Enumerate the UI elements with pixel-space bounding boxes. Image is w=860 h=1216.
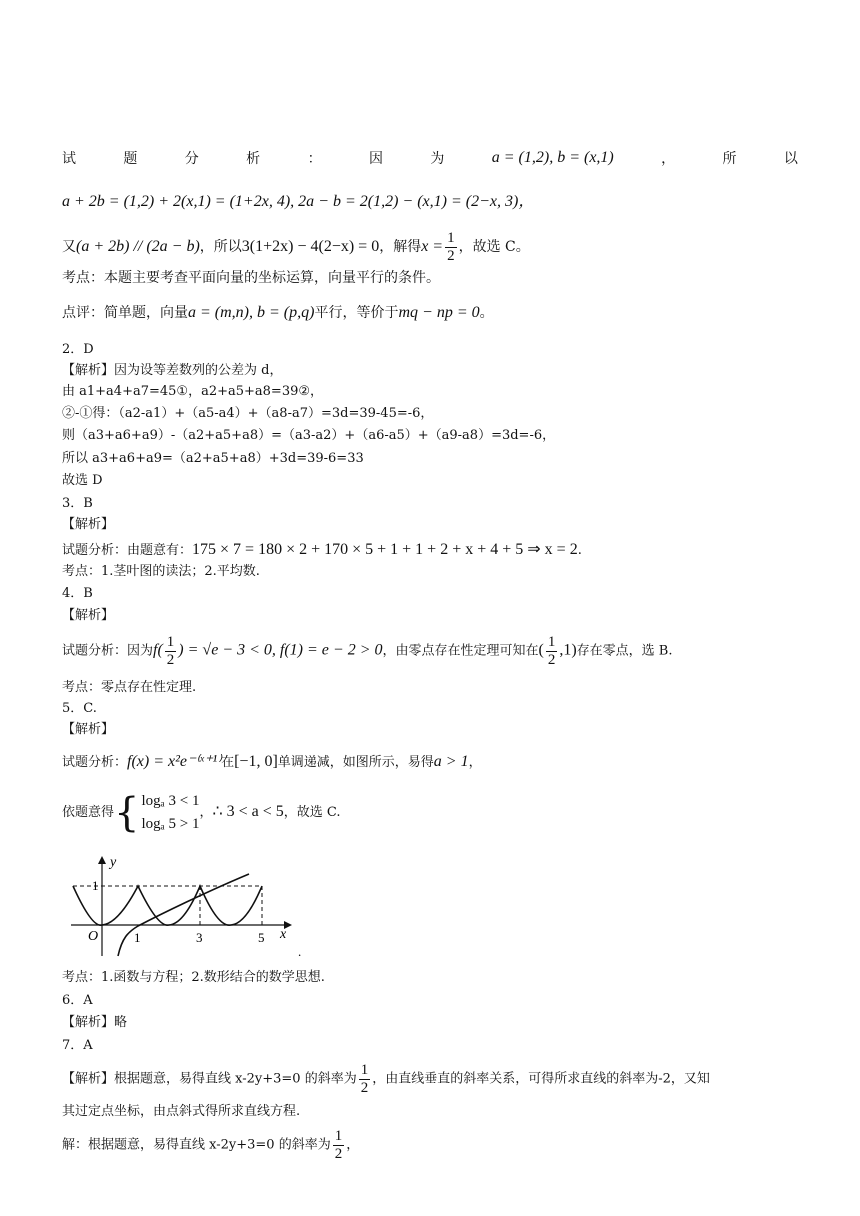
- text: 点评：简单题，向量: [62, 305, 188, 321]
- q1-token: 以: [783, 151, 798, 167]
- math: x =: [421, 238, 444, 255]
- text: ，故选 C.: [283, 805, 341, 820]
- q1-token: 为: [430, 151, 445, 167]
- y-tick-label: 1: [92, 878, 99, 893]
- text: 试题分析：因为: [62, 643, 154, 659]
- q5-line-2: [62, 790, 341, 835]
- text: 依题意得: [62, 805, 115, 820]
- q2-line: 故选 D: [62, 473, 103, 488]
- q3-kaodian: 考点：1.茎叶图的读法；2.平均数.: [62, 564, 260, 579]
- math: (a + 2b) // (2a − b): [76, 238, 200, 255]
- text: ，解得: [379, 239, 422, 255]
- q7-line-3: [62, 1128, 359, 1162]
- math: mq − np = 0: [398, 304, 480, 321]
- q3-answer: 3．B: [62, 496, 93, 511]
- q1-line-3: [62, 230, 530, 264]
- text: ，所以: [199, 239, 242, 255]
- q1-token: 试: [62, 151, 76, 167]
- q7-line-2: 其过定点坐标，由点斜式得所求直线方程.: [62, 1104, 301, 1119]
- q1-line-1: [62, 148, 798, 168]
- text: ，故选 C。: [458, 239, 530, 255]
- x-tick-label: 5: [258, 930, 265, 945]
- q1-token: ，: [661, 151, 676, 167]
- text: 【解析】根据题意，易得直线 x-2y+3=0 的斜率为: [62, 1071, 357, 1087]
- math: 175 × 7 = 180 × 2 + 170 × 5 + 1 + 1 + 2 + x + 4 + 5 ⇒ x = 2: [192, 541, 578, 558]
- q7-line-1: [62, 1062, 710, 1096]
- q1-token: ：: [307, 151, 322, 167]
- denominator: 2: [360, 1079, 369, 1096]
- text: 单调递减，如图所示，易得: [277, 755, 434, 770]
- q5-kaodian: 考点：1.函数与方程；2.数形结合的数学思想.: [62, 970, 325, 985]
- q1-line-2: a + 2b = (1,2) + 2(x,1) = (1+2x, 4), 2a − b = 2(1,2) − (x,1) = (2−x, 3)，: [62, 193, 535, 210]
- text: 存在零点，选 B.: [576, 643, 673, 659]
- text: ，由零点存在性定理可知在: [382, 643, 539, 659]
- q5-line-1: [62, 752, 482, 771]
- q1-token: 析: [246, 151, 261, 167]
- math: [−1, 0]: [234, 753, 278, 770]
- left-brace: {: [114, 789, 140, 836]
- text: ，由直线垂直的斜率关系，可得所求直线的斜率为-2，又知: [372, 1071, 710, 1087]
- numerator: 1: [334, 1128, 343, 1144]
- q1-token: 题: [123, 151, 138, 167]
- text: ，: [468, 755, 482, 770]
- q6-jiexi: 【解析】略: [62, 1015, 128, 1030]
- periodic-curve: [73, 886, 262, 925]
- math: (: [538, 641, 544, 659]
- denominator: 2: [547, 651, 556, 668]
- numerator: 1: [360, 1062, 369, 1078]
- q2-line: ②-①得：（a2-a1）+（a5-a4）+（a8-a7）=3d=39-45=-6，: [62, 406, 434, 421]
- fraction: [165, 634, 177, 668]
- q1-token: 分: [184, 151, 199, 167]
- math: ,1): [559, 641, 577, 659]
- math: ) = √e − 3 < 0, f(1) = e − 2 > 0: [178, 641, 383, 659]
- numerator: 1: [447, 230, 455, 246]
- system-row: logₐ 5 > 1: [141, 815, 200, 832]
- equation-system: [114, 790, 199, 835]
- text: .: [577, 543, 582, 558]
- x-axis-label: x: [280, 927, 287, 942]
- math: f(: [153, 641, 163, 659]
- text: 解：根据题意，易得直线 x-2y+3=0 的斜率为: [62, 1137, 331, 1153]
- function-graph: [66, 852, 306, 964]
- q3-line: [62, 540, 582, 559]
- q3-jiexi: 【解析】: [62, 517, 115, 532]
- q6-answer: 6．A: [62, 993, 93, 1008]
- text: ，: [199, 805, 213, 820]
- q2-line: 则（a3+a6+a9）-（a2+a5+a8）=（a3-a2）+（a6-a5）+（a9-a8）=3d=-6，: [62, 428, 556, 443]
- text: 。: [479, 305, 494, 321]
- x-tick-label: 1: [134, 930, 141, 945]
- q1-vector-def: a = (1,2), b = (x,1): [491, 149, 614, 166]
- q4-answer: 4．B: [62, 586, 93, 601]
- numerator: 1: [547, 634, 556, 650]
- q5-answer: 5．C.: [62, 701, 97, 716]
- math: a = (m,n), b = (p,q): [188, 304, 315, 321]
- q2-answer: 2．D: [62, 342, 94, 357]
- q2-line: 由 a1+a4+a7=45①，a2+a5+a8=39②，: [62, 384, 324, 399]
- period-mark: .: [298, 944, 302, 959]
- math: ∴ 3 < a < 5: [212, 803, 284, 820]
- q1-kaodian: 考点：本题主要考查平面向量的坐标运算，向量平行的条件。: [62, 270, 440, 286]
- q4-jiexi: 【解析】: [62, 608, 115, 623]
- q7-answer: 7．A: [62, 1038, 93, 1053]
- q4-kaodian: 考点：零点存在性定理.: [62, 680, 197, 695]
- math: 3(1+2x) − 4(2−x) = 0: [241, 238, 380, 255]
- text: 平行，等价于: [314, 305, 399, 321]
- fraction: [333, 1128, 345, 1162]
- math: f(x) = x²e⁻⁽ˣ⁺¹⁾: [127, 753, 222, 770]
- text: 试题分析：: [62, 755, 128, 770]
- system-row: logₐ 3 < 1: [141, 793, 200, 809]
- x-tick-label: 3: [196, 930, 203, 945]
- q1-token: 因: [368, 151, 383, 167]
- y-axis-arrow: [98, 856, 106, 864]
- text: ，: [346, 1137, 360, 1153]
- q1-dianping: [62, 303, 494, 322]
- fraction: [546, 634, 558, 668]
- numerator: 1: [166, 634, 175, 650]
- y-axis-label: y: [110, 855, 117, 870]
- q2-line: 【解析】因为设等差数列的公差为 d，: [62, 363, 283, 378]
- fraction: [359, 1062, 371, 1096]
- q2-line: 所以 a3+a6+a9=（a2+a5+a8）+3d=39-6=33: [62, 451, 364, 466]
- denominator: 2: [447, 247, 455, 264]
- q4-line: [62, 634, 673, 668]
- q5-jiexi: 【解析】: [62, 722, 115, 737]
- denominator: 2: [166, 651, 175, 668]
- fraction: [445, 230, 457, 264]
- denominator: 2: [334, 1145, 343, 1162]
- math: a > 1: [433, 753, 469, 770]
- text: 又: [62, 239, 76, 255]
- text: 试题分析：由题意有：: [62, 543, 193, 558]
- q1-token: 所: [722, 151, 737, 167]
- origin-label: O: [88, 929, 99, 944]
- text: 在: [221, 755, 235, 770]
